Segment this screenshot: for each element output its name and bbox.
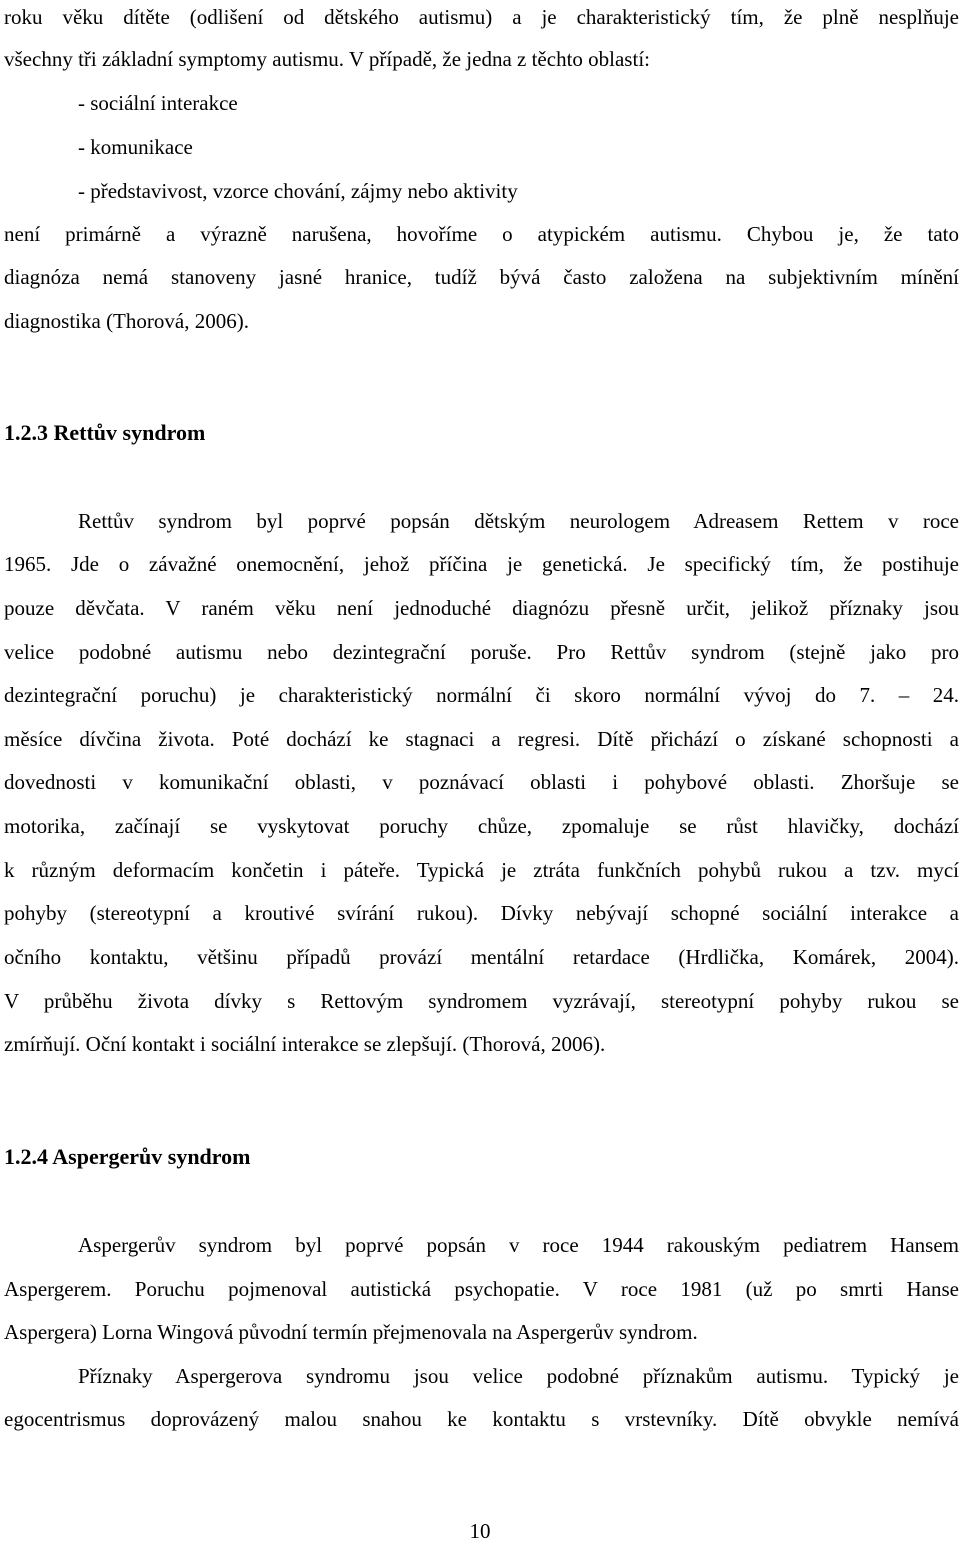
- text-line: Aspergera) Lorna Wingová původní termín přejmenovala na Aspergerův syndrom.: [4, 1320, 698, 1344]
- text-line: očního kontaktu, většinu případů provází mentální retardace (Hrdlička, Komárek, 2004).: [4, 945, 959, 969]
- text-line: V průběhu života dívky s Rettovým syndromem vyzrávají, stereotypní pohyby rukou se: [4, 989, 959, 1013]
- text-line: dovednosti v komunikační oblasti, v poznávací oblasti i pohybové oblasti. Zhoršuje se: [4, 770, 959, 794]
- text-line: Aspergerův syndrom byl poprvé popsán v roce 1944 rakouským pediatrem Hansem: [78, 1233, 959, 1257]
- text-line: všechny tři základní symptomy autismu. V případě, že jedna z těchto oblastí:: [4, 47, 650, 71]
- list-item: - představivost, vzorce chování, zájmy nebo aktivity: [78, 179, 518, 203]
- text-line: dezintegrační poruchu) je charakteristický normální či skoro normální vývoj do 7. – 24.: [4, 683, 959, 707]
- text-line: měsíce dívčina života. Poté dochází ke stagnaci a regresi. Dítě přichází o získané schopnosti a: [4, 727, 959, 751]
- text-line: diagnostika (Thorová, 2006).: [4, 309, 249, 333]
- text-line: zmírňují. Oční kontakt i sociální interakce se zlepšují. (Thorová, 2006).: [4, 1032, 606, 1056]
- text-line: pohyby (stereotypní a kroutivé svírání rukou). Dívky nebývají schopné sociální interakce a: [4, 901, 959, 925]
- page-number: 10: [469, 1519, 491, 1543]
- text-line: Příznaky Aspergerova syndromu jsou velice podobné příznakům autismu. Typický je: [78, 1364, 959, 1388]
- text-line: 1965. Jde o závažné onemocnění, jehož příčina je genetická. Je specifický tím, že postihuje: [4, 552, 959, 576]
- section-heading-rett: 1.2.3 Rettův syndrom: [4, 420, 206, 445]
- text-line: roku věku dítěte (odlišení od dětského autismu) a je charakteristický tím, že plně nesplňuje: [4, 5, 959, 29]
- text-line: egocentrismus doprovázený malou snahou ke kontaktu s vrstevníky. Dítě obvykle nemívá: [4, 1407, 959, 1431]
- text-line: Rettův syndrom byl poprvé popsán dětským neurologem Adreasem Rettem v roce: [78, 509, 959, 533]
- text-line: pouze děvčata. V raném věku není jednoduché diagnózu přesně určit, jelikož příznaky jsou: [4, 596, 959, 620]
- text-line: není primárně a výrazně narušena, hovoříme o atypickém autismu. Chybou je, že tato: [4, 222, 959, 246]
- text-line: diagnóza nemá stanoveny jasné hranice, tudíž bývá často založena na subjektivním mínění: [4, 265, 959, 289]
- text-line: Aspergerem. Poruchu pojmenoval autistická psychopatie. V roce 1981 (už po smrti Hanse: [4, 1277, 959, 1301]
- list-item: - sociální interakce: [78, 91, 238, 115]
- text-line: velice podobné autismu nebo dezintegrační poruše. Pro Rettův syndrom (stejně jako pro: [4, 640, 959, 664]
- text-line: motorika, začínají se vyskytovat poruchy chůze, zpomaluje se růst hlavičky, dochází: [4, 814, 959, 838]
- text-line: k různým deformacím končetin i páteře. Typická je ztráta funkčních pohybů rukou a tzv. mycí: [4, 858, 959, 882]
- section-heading-asperger: 1.2.4 Aspergerův syndrom: [4, 1144, 251, 1169]
- list-item: - komunikace: [78, 135, 193, 159]
